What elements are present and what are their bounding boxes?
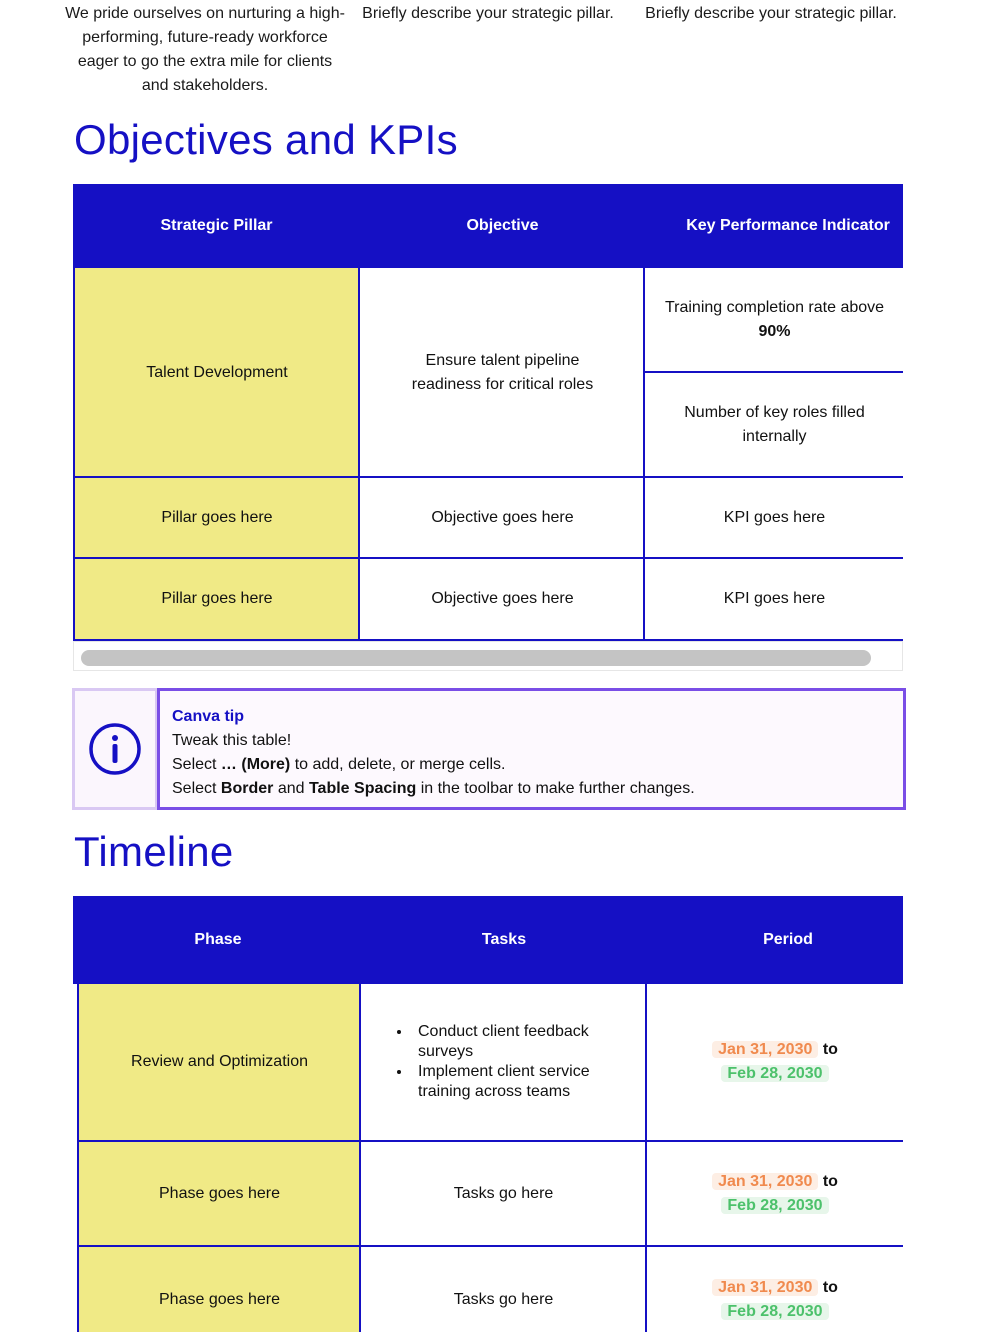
pillar-description-3: Briefly describe your strategic pillar. bbox=[645, 5, 897, 22]
period-text: Jan 31, 2030 to Feb 28, 2030 bbox=[712, 1038, 838, 1086]
phase-text: Review and Optimization bbox=[131, 1053, 308, 1070]
objective-text: Ensure talent pipeline readiness for critical roles bbox=[411, 351, 594, 393]
phase-cell[interactable] bbox=[79, 984, 360, 1140]
pillar-description-1: We pride ourselves on nurturing a high-performing, future-ready workforce eager to go the extra mile for clients and stakeholders. bbox=[65, 5, 345, 94]
pillar-text: Pillar goes here bbox=[161, 509, 273, 526]
info-icon bbox=[87, 721, 143, 777]
period-cell[interactable] bbox=[647, 984, 903, 1140]
objectives-table-header bbox=[73, 184, 903, 268]
tasks-cell[interactable] bbox=[362, 1247, 645, 1332]
tip-title: Canva tip bbox=[172, 708, 245, 725]
kpi-text: KPI goes here bbox=[723, 590, 826, 607]
phase-cell[interactable] bbox=[79, 1142, 360, 1245]
table-border bbox=[73, 476, 903, 478]
objective-cell[interactable] bbox=[361, 268, 644, 477]
tasks-text: Tasks go here bbox=[453, 1290, 554, 1308]
table-border bbox=[645, 371, 903, 373]
table-border bbox=[77, 1140, 903, 1142]
objective-cell[interactable] bbox=[361, 559, 644, 639]
phase-text: Phase goes here bbox=[159, 1184, 280, 1202]
objective-text: Objective goes here bbox=[431, 509, 574, 526]
tip-line: Select … (More) to add, delete, or merge cells. bbox=[172, 756, 506, 773]
table-border bbox=[645, 984, 647, 1332]
task-item: • Conduct client feedback surveys bbox=[412, 1022, 625, 1062]
period-text: Jan 31, 2030 to Feb 28, 2030 bbox=[712, 1276, 838, 1324]
period-cell[interactable] bbox=[647, 1142, 903, 1245]
pillar-text: Pillar goes here bbox=[161, 590, 273, 607]
kpi-cell[interactable] bbox=[646, 559, 903, 639]
period-cell[interactable] bbox=[647, 1247, 903, 1332]
tasks-cell[interactable] bbox=[362, 1142, 645, 1245]
phase-text: Phase goes here bbox=[159, 1290, 280, 1308]
objective-text: Objective goes here bbox=[431, 590, 574, 607]
kpi-text: KPI goes here bbox=[723, 509, 826, 526]
pillar-cell[interactable] bbox=[75, 559, 359, 639]
start-date[interactable]: Jan 31, 2030 bbox=[712, 1279, 818, 1296]
header-objective: Objective bbox=[466, 217, 539, 234]
table-border bbox=[358, 268, 360, 640]
tasks-text: Tasks go here bbox=[453, 1184, 554, 1202]
period-text: Jan 31, 2030 to Feb 28, 2030 bbox=[712, 1170, 838, 1218]
header-kpi: Key Performance Indicator bbox=[686, 217, 890, 234]
timeline-table-header bbox=[73, 896, 903, 984]
pillar-text: Talent Development bbox=[146, 363, 288, 381]
tip-line: Tweak this table! bbox=[172, 732, 292, 749]
objectives-table[interactable] bbox=[73, 184, 903, 641]
tasks-cell[interactable] bbox=[362, 984, 645, 1140]
table-border bbox=[77, 1245, 903, 1247]
task-item: • Implement client service training across teams bbox=[412, 1062, 625, 1102]
end-date[interactable]: Feb 28, 2030 bbox=[721, 1065, 828, 1082]
table-border bbox=[359, 984, 361, 1332]
scrollbar-thumb[interactable] bbox=[81, 650, 871, 666]
objectives-heading: Objectives and KPIs bbox=[74, 116, 458, 163]
tip-line: Select Border and Table Spacing in the toolbar to make further changes. bbox=[172, 780, 695, 797]
table-border bbox=[73, 268, 75, 640]
kpi-text: Training completion rate above 90% bbox=[664, 299, 885, 340]
phase-cell[interactable] bbox=[79, 1247, 360, 1332]
table-border bbox=[643, 268, 645, 640]
kpi-text: Number of key roles filled internally bbox=[684, 404, 865, 445]
timeline-heading: Timeline bbox=[74, 828, 234, 875]
canva-tip bbox=[72, 688, 906, 810]
header-strategic-pillar: Strategic Pillar bbox=[160, 217, 273, 234]
pillar-cell[interactable] bbox=[75, 268, 359, 477]
end-date[interactable]: Feb 28, 2030 bbox=[721, 1197, 828, 1214]
kpi-cell[interactable] bbox=[646, 478, 903, 558]
tip-icon-panel bbox=[72, 688, 158, 810]
start-date[interactable]: Jan 31, 2030 bbox=[712, 1173, 818, 1190]
tasks-list bbox=[388, 1022, 625, 1102]
start-date[interactable]: Jan 31, 2030 bbox=[712, 1041, 818, 1058]
header-tasks: Tasks bbox=[481, 931, 527, 948]
pillar-description-2: Briefly describe your strategic pillar. bbox=[362, 5, 614, 22]
table-scrollbar[interactable] bbox=[73, 641, 903, 671]
end-date[interactable]: Feb 28, 2030 bbox=[721, 1303, 828, 1320]
table-border bbox=[77, 984, 79, 1332]
table-border bbox=[73, 557, 903, 559]
timeline-table[interactable] bbox=[73, 896, 903, 1332]
objective-cell[interactable] bbox=[361, 478, 644, 558]
header-phase: Phase bbox=[194, 931, 242, 948]
kpi-cell[interactable] bbox=[646, 373, 903, 477]
kpi-cell[interactable] bbox=[646, 268, 903, 372]
tip-content bbox=[157, 688, 906, 810]
pillar-cell[interactable] bbox=[75, 478, 359, 558]
header-period: Period bbox=[763, 931, 813, 948]
